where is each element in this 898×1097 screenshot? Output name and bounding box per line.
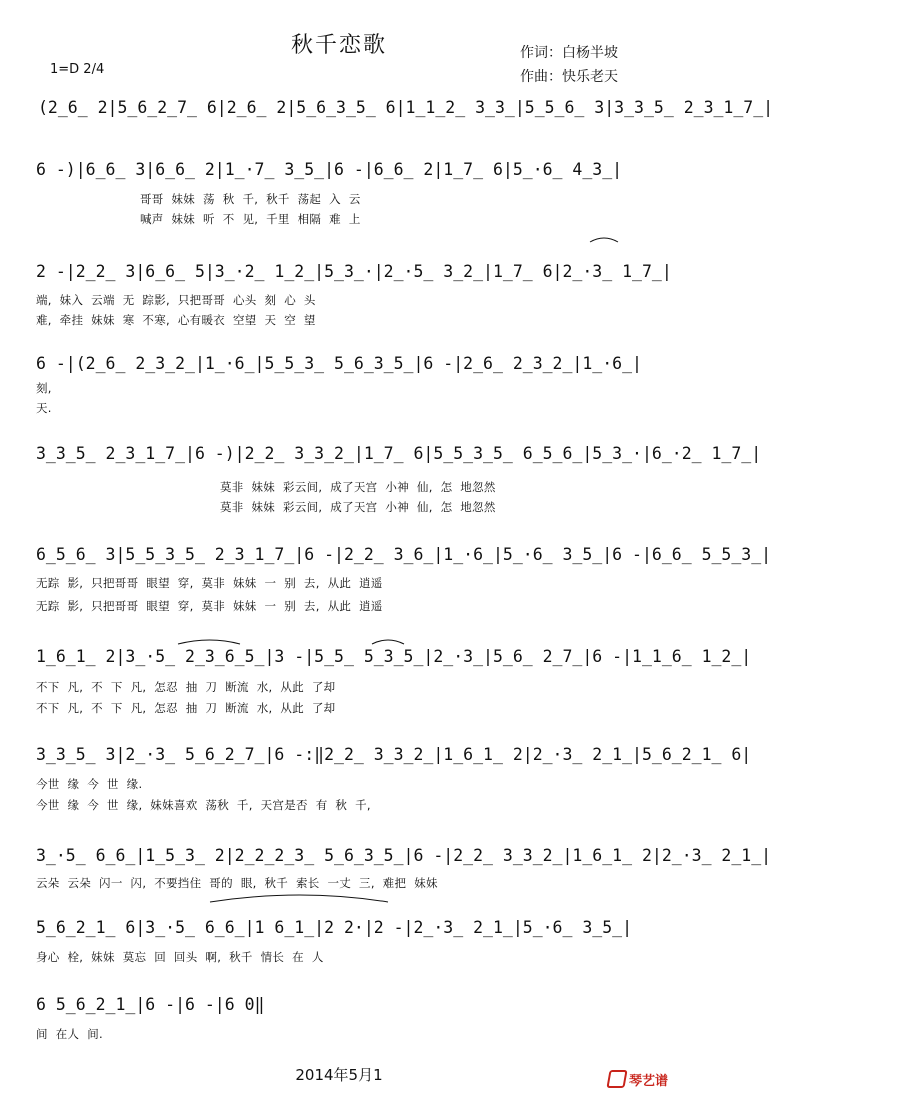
lyric-line-9a: 云朵 云朵 闪一 闪, 不要挡住 哥的 眼, 秋千 索长 一丈 三, 难把 妹妹 — [36, 876, 438, 890]
score-line-11: 6 5̲6̲2̲1̲|6 -|6 -|6 0‖ — [36, 995, 265, 1014]
lyric-line-8a: 今世 缘 今 世 缘. — [36, 777, 143, 791]
lyric-line-5b: 莫非 妹妹 彩云间, 成了天宫 小神 仙, 怎 地忽然 — [220, 500, 496, 514]
score-line-7: 1̲6̲1̲ 2|3̲·5̲ 2̲3̲6̲5̲|3 -|5̲5̲ 5̲3̲5̲|2̲·3̲|5̲6̲ 2̲7̲|6 -|1̲1̲6̲ 1̲2̲| — [36, 647, 752, 666]
lyric-line-6b: 无踪 影, 只把哥哥 眼望 穿, 莫非 妹妹 一 别 去, 从此 逍遥 — [36, 599, 383, 613]
score-line-9: 3̲·5̲ 6̲6̲|1̲5̲3̲ 2|2̲2̲2̲3̲ 5̲6̲3̲5̲|6 -|2̲2̲ 3̲3̲2̲|1̲6̲1̲ 2|2̲·3̲ 2̲1̲| — [36, 846, 772, 865]
logo-icon — [606, 1070, 627, 1088]
lyric-line-2b: 喊声 妹妹 听 不 见, 千里 相隔 难 上 — [140, 212, 361, 226]
key-signature: 1=D 2/4 — [50, 62, 105, 77]
watermark-logo — [608, 1070, 668, 1089]
slur-arc — [372, 640, 404, 644]
score-line-1: (2̲6̲ 2|5̲6̲2̲7̲ 6|2̲6̲ 2|5̲6̲3̲5̲ 6|1̲1̲2̲ 3̲3̲|5̲5̲6̲ 3|3̲3̲5̲ 2̲3̲1̲7̲| — [38, 98, 774, 117]
score-line-6: 6̲5̲6̲ 3|5̲5̲3̲5̲ 2̲3̲1̲7̲|6 -|2̲2̲ 3̲6̲|1̲·6̲|5̲·6̲ 3̲5̲|6 -|6̲6̲ 5̲5̲3̲| — [36, 545, 772, 564]
lyric-line-10a: 身心 栓, 妹妹 莫忘 回 回头 啊, 秋千 情长 在 人 — [36, 950, 324, 964]
composer-credit: 作曲：快乐老天 — [520, 69, 618, 85]
score-line-10: 5̲6̲2̲1̲ 6|3̲·5̲ 6̲6̲|1 6̲1̲|2 2·|2 -|2̲·3̲ 2̲1̲|5̲·6̲ 3̲5̲| — [36, 918, 633, 937]
slur-arc — [178, 640, 240, 644]
lyric-line-4a: 刻, — [36, 381, 52, 395]
lyric-line-6a: 无踪 影, 只把哥哥 眼望 穿, 莫非 妹妹 一 别 去, 从此 逍遥 — [36, 576, 383, 590]
lyricist-credit: 作词：白杨半坡 — [520, 45, 618, 61]
lyric-line-3b: 难, 牵挂 妹妹 寒 不寒, 心有暖衣 空望 天 空 望 — [36, 313, 316, 327]
score-line-8: 3̲3̲5̲ 3|2̲·3̲ 5̲6̲2̲7̲|6 -:‖2̲2̲ 3̲3̲2̲|1̲6̲1̲ 2|2̲·3̲ 2̲1̲|5̲6̲2̲1̲ 6| — [36, 745, 752, 764]
score-line-2: 6 -)|6̲6̲ 3|6̲6̲ 2|1̲·7̲ 3̲5̲|6 -|6̲6̲ 2|1̲7̲ 6|5̲·6̲ 4̲3̲| — [36, 160, 623, 179]
lyric-line-7b: 不下 凡, 不 下 凡, 怎忍 抽 刀 断流 水, 从此 了却 — [36, 701, 336, 715]
lyric-line-3a: 端, 妹入 云端 无 踪影, 只把哥哥 心头 刻 心 头 — [36, 293, 316, 307]
slur-arc — [590, 238, 618, 242]
lyric-line-8b: 今世 缘 今 世 缘, 妹妹喜欢 荡秋 千, 天宫是否 有 秋 千, — [36, 798, 371, 812]
watermark-text: 琴艺谱 — [628, 1074, 668, 1089]
tie-arc — [210, 895, 388, 902]
score-line-3: 2 -|2̲2̲ 3|6̲6̲ 5|3̲·2̲ 1̲2̲|5̲3̲·|2̲·5̲ 3̲2̲|1̲7̲ 6|2̲·3̲ 1̲7̲| — [36, 262, 672, 281]
lyric-line-11a: 间 在人 间. — [36, 1027, 103, 1041]
lyric-line-5a: 莫非 妹妹 彩云间, 成了天宫 小神 仙, 怎 地忽然 — [220, 480, 496, 494]
lyric-line-4b: 天. — [36, 401, 52, 415]
song-title: 秋千恋歌 — [290, 33, 387, 58]
score-line-5: 3̲3̲5̲ 2̲3̲1̲7̲|6 -)|2̲2̲ 3̲3̲2̲|1̲7̲ 6|5̲5̲3̲5̲ 6̲5̲6̲|5̲3̲·|6̲·2̲ 1̲7̲| — [36, 444, 762, 463]
score-line-4: 6 -|(2̲6̲ 2̲3̲2̲|1̲·6̲|5̲5̲3̲ 5̲6̲3̲5̲|6 -|2̲6̲ 2̲3̲2̲|1̲·6̲| — [36, 354, 642, 373]
lyric-line-7a: 不下 凡, 不 下 凡, 怎忍 抽 刀 断流 水, 从此 了却 — [36, 680, 336, 694]
lyric-line-2a: 哥哥 妹妹 荡 秋 千, 秋千 荡起 入 云 — [140, 192, 361, 206]
footer-date: 2014年5月1 — [295, 1066, 383, 1084]
